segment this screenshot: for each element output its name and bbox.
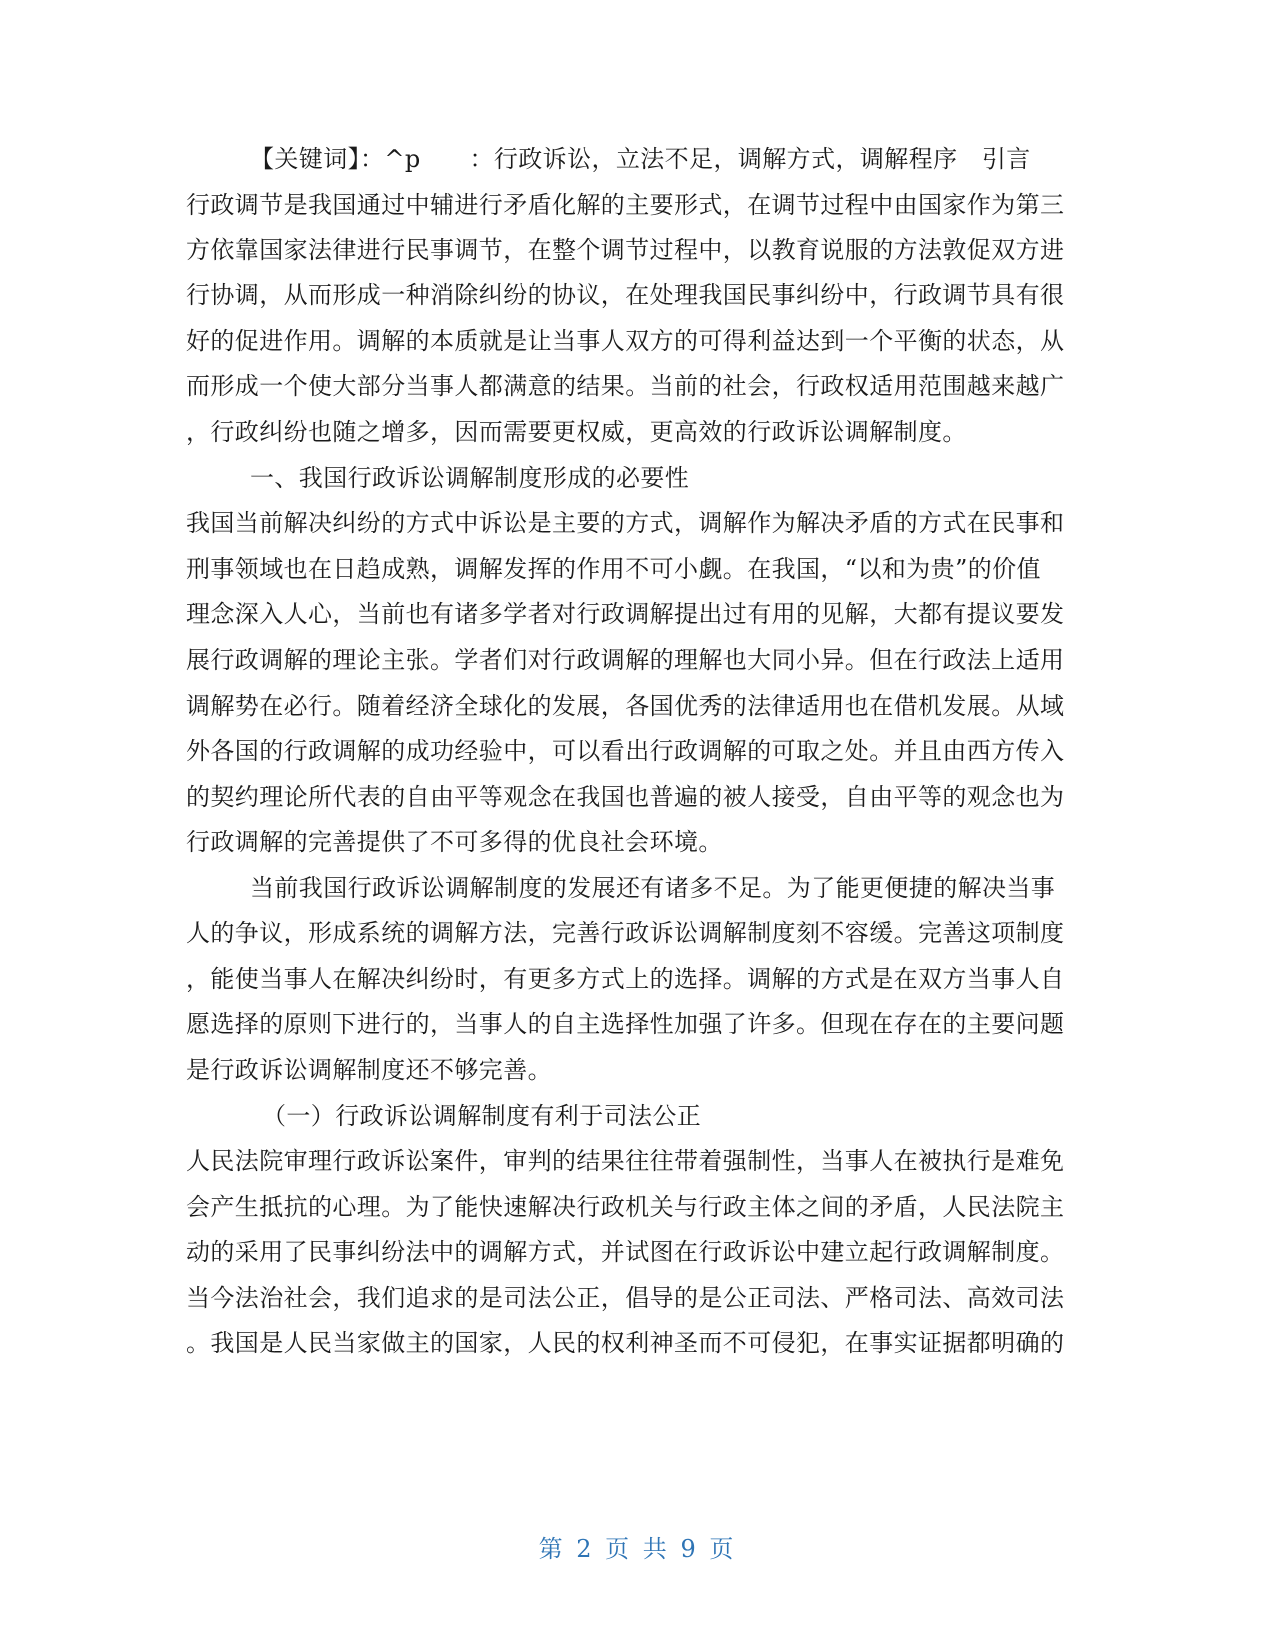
paragraph-line: 好的促进作用。调解的本质就是让当事人双方的可得利益达到一个平衡的状态，从 bbox=[186, 327, 1065, 355]
paragraph-line: 当今法治社会，我们追求的是司法公正，倡导的是公正司法、严格司法、高效司法 bbox=[186, 1284, 1065, 1312]
paragraph-line: 展行政调解的理论主张。学者们对行政调解的理解也大同小异。但在行政法上适用 bbox=[186, 646, 1065, 674]
paragraph-line: 的契约理论所代表的自由平等观念在我国也普遍的被人接受，自由平等的观念也为 bbox=[186, 783, 1065, 811]
section-heading: 一、我国行政诉讼调解制度形成的必要性 bbox=[250, 464, 690, 492]
paragraph-line: 而形成一个使大部分当事人都满意的结果。当前的社会，行政权适用范围越来越广 bbox=[186, 372, 1065, 400]
paragraph-line: ，能使当事人在解决纠纷时，有更多方式上的选择。调解的方式是在双方当事人自 bbox=[186, 965, 1065, 993]
paragraph-line: 行政调节是我国通过中辅进行矛盾化解的主要形式，在调节过程中由国家作为第三 bbox=[186, 191, 1065, 219]
paragraph-line: 。我国是人民当家做主的国家，人民的权利神圣而不可侵犯，在事实证据都明确的 bbox=[186, 1329, 1065, 1357]
paragraph-line: 愿选择的原则下进行的，当事人的自主选择性加强了许多。但现在存在的主要问题 bbox=[186, 1010, 1065, 1038]
paragraph-line: 调解势在必行。随着经济全球化的发展，各国优秀的法律适用也在借机发展。从域 bbox=[186, 692, 1065, 720]
keywords-line: 【关键词】：^p ：行政诉讼，立法不足，调解方式，调解程序 引言 bbox=[250, 145, 1031, 173]
paragraph-line: 方依靠国家法律进行民事调节，在整个调节过程中，以教育说服的方法敦促双方进 bbox=[186, 236, 1065, 264]
paragraph-line: 我国当前解决纠纷的方式中诉讼是主要的方式，调解作为解决矛盾的方式在民事和 bbox=[186, 509, 1065, 537]
paragraph-line: 动的采用了民事纠纷法中的调解方式，并试图在行政诉讼中建立起行政调解制度。 bbox=[186, 1238, 1065, 1266]
paragraph-line: ，行政纠纷也随之增多，因而需要更权威，更高效的行政诉讼调解制度。 bbox=[186, 418, 967, 446]
paragraph-line: 外各国的行政调解的成功经验中，可以看出行政调解的可取之处。并且由西方传入 bbox=[186, 737, 1065, 765]
paragraph-line: 会产生抵抗的心理。为了能快速解决行政机关与行政主体之间的矛盾，人民法院主 bbox=[186, 1193, 1065, 1221]
subsection-heading: （一）行政诉讼调解制度有利于司法公正 bbox=[262, 1102, 702, 1130]
paragraph-line: 人民法院审理行政诉讼案件，审判的结果往往带着强制性，当事人在被执行是难免 bbox=[186, 1147, 1065, 1175]
paragraph-line: 行协调，从而形成一种消除纠纷的协议，在处理我国民事纠纷中，行政调节具有很 bbox=[186, 281, 1065, 309]
paragraph-line: 理念深入人心，当前也有诸多学者对行政调解提出过有用的见解，大都有提议要发 bbox=[186, 600, 1065, 628]
paragraph-line: 是行政诉讼调解制度还不够完善。 bbox=[186, 1056, 552, 1084]
page-number-footer: 第 2 页 共 9 页 bbox=[538, 1535, 737, 1563]
paragraph-line: 刑事领域也在日趋成熟，调解发挥的作用不可小觑。在我国，“以和为贵”的价值 bbox=[186, 555, 1041, 583]
paragraph-line: 当前我国行政诉讼调解制度的发展还有诸多不足。为了能更便捷的解决当事 bbox=[250, 874, 1056, 902]
paragraph-line: 人的争议，形成系统的调解方法，完善行政诉讼调解制度刻不容缓。完善这项制度 bbox=[186, 919, 1065, 947]
paragraph-line: 行政调解的完善提供了不可多得的优良社会环境。 bbox=[186, 828, 723, 856]
